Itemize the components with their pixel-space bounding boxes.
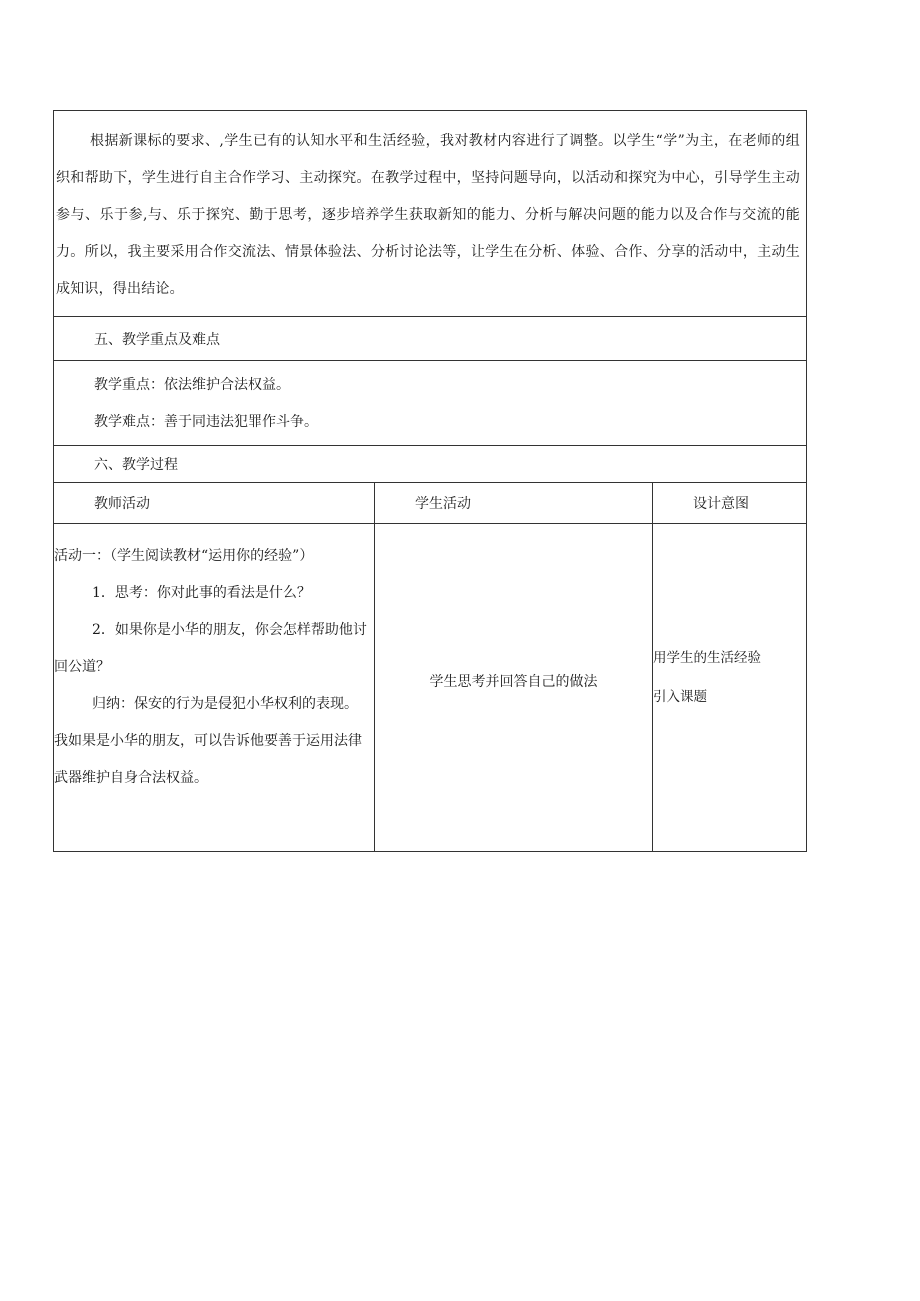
design-line-2: 引入课题 (653, 688, 707, 705)
activity1-row (54, 524, 807, 852)
difficult-point: 教学难点：善于同违法犯罪作斗争。 (94, 414, 318, 430)
lesson-plan-table (53, 110, 807, 852)
activity1-question-1: 1．思考：你对此事的看法是什么？ (92, 585, 311, 601)
section5-title: 五、教学重点及难点 (54, 317, 807, 361)
column-header-row (54, 483, 807, 524)
activity1-question-2: 2．如果你是小华的朋友，你会怎样帮助他讨回公道？ (54, 622, 367, 675)
activity1-design-cell (653, 524, 807, 852)
intro-paragraph: 根据新课标的要求、,学生已有的认知水平和生活经验，我对教材内容进行了调整。以学生“学”为主，在老师的组织和帮助下，学生进行自主合作学习、主动探究。在教学过程中，坚持问题导向，以活动和探究为中心，引导学生主动参与、乐于参,与、乐于探究、勤于思考，逐步培养学生获取新知的能力、分析与解决问题的能力以及合作与交流的能力。所以，我主要采用合作交流法、情景体验法、分析讨论法等，让学生在分析、体验、合作、分享的活动中，主动生成知识，得出结论。 (56, 133, 801, 297)
intro-row (54, 111, 807, 317)
intro-cell (54, 111, 807, 317)
design-line-1: 用学生的生活经验 (653, 649, 761, 666)
section5-heading-row (54, 317, 807, 361)
activity1-student-cell: 学生思考并回答自己的做法 (375, 524, 653, 852)
activity1-intro: 活动一：（学生阅读教材“运用你的经验”） (54, 548, 314, 564)
section6-title: 六、教学过程 (54, 446, 807, 483)
student-activity-header: 学生活动 (375, 483, 653, 524)
section5-content-row (54, 361, 807, 446)
section5-content (54, 361, 807, 446)
activity1-summary: 归纳：保安的行为是侵犯小华权利的表现。我如果是小华的朋友，可以告诉他要善于运用法律武器维护自身合法权益。 (54, 696, 362, 786)
teacher-activity-header: 教师活动 (54, 483, 375, 524)
section6-heading-row (54, 446, 807, 483)
design-intent-header: 设计意图 (653, 483, 807, 524)
key-point: 教学重点：依法维护合法权益。 (94, 377, 290, 393)
activity1-teacher-cell (54, 524, 375, 852)
